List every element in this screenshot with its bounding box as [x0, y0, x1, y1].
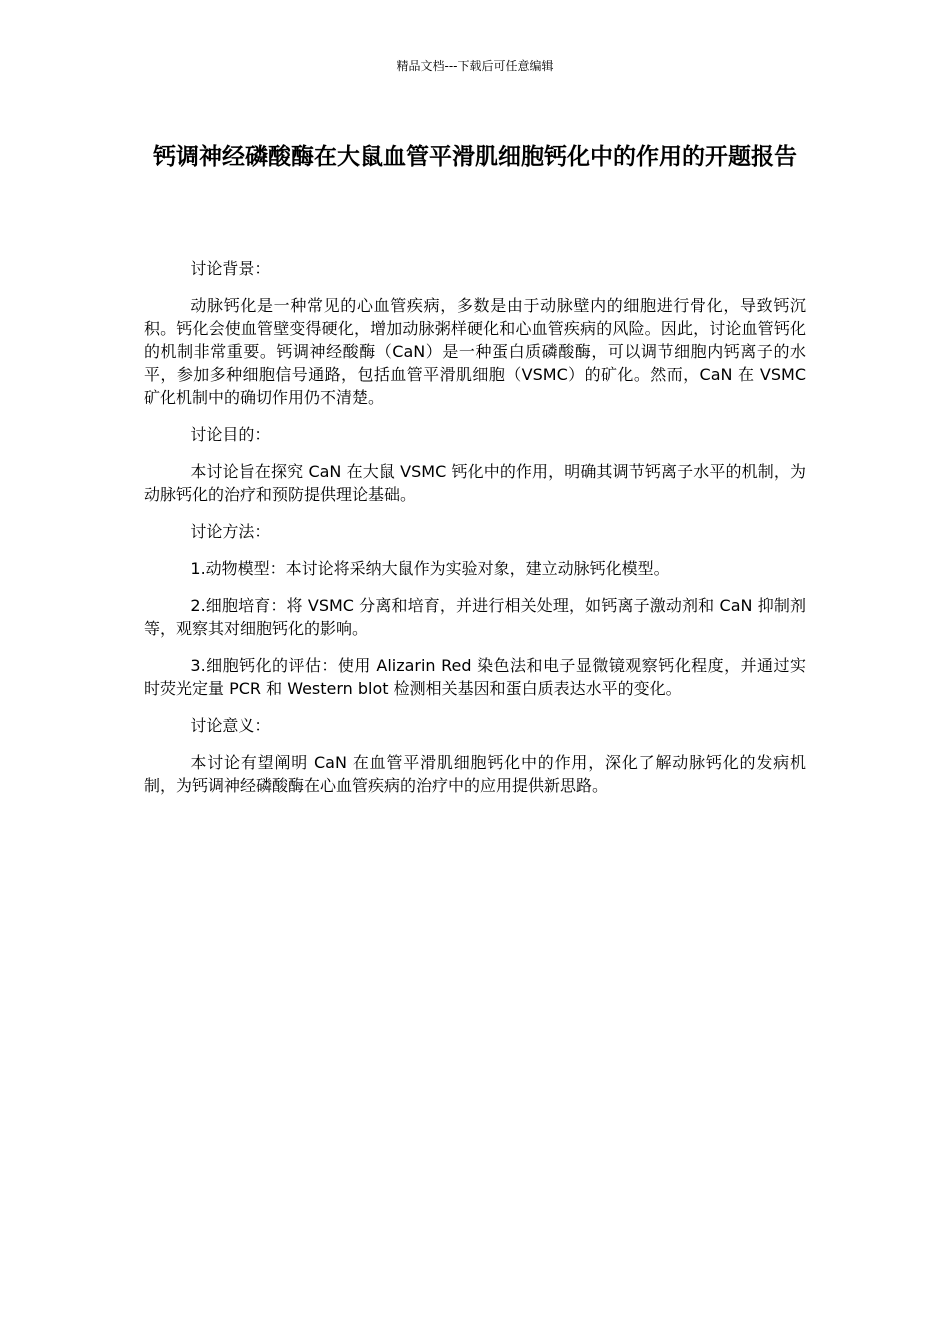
method-item-1: 1.动物模型：本讨论将采纳大鼠作为实验对象，建立动脉钙化模型。 — [190, 559, 670, 578]
method-item-2: 2.细胞培育：将 VSMC 分离和培育，并进行相关处理，如钙离子激动剂和 CaN 抑制剂等，观察其对细胞钙化的影响。 — [144, 596, 806, 638]
section-heading-significance: 讨论意义： — [190, 716, 271, 735]
paragraph-purpose: 本讨论旨在探究 CaN 在大鼠 VSMC 钙化中的作用，明确其调节钙离子水平的机制，为动脉钙化的治疗和预防提供理论基础。 — [144, 462, 806, 504]
section-heading-background: 讨论背景： — [190, 259, 271, 278]
section-heading-purpose: 讨论目的： — [190, 425, 271, 444]
section-heading-methods: 讨论方法： — [190, 522, 271, 541]
header-note: 精品文档---下载后可任意编辑 — [396, 59, 554, 73]
document-body — [144, 257, 806, 811]
paragraph-background: 动脉钙化是一种常见的心血管疾病，多数是由于动脉壁内的细胞进行骨化，导致钙沉积。钙化会使血管壁变得硬化，增加动脉粥样硬化和心血管疾病的风险。因此，讨论血管钙化的机制非常重要。钙调神经酸酶（CaN）是一种蛋白质磷酸酶，可以调节细胞内钙离子的水平，参加多种细胞信号通路，包括血管平滑肌细胞（VSMC）的矿化。然而，CaN 在 VSMC 矿化机制中的确切作用仍不清楚。 — [144, 296, 806, 407]
document-title: 钙调神经磷酸酶在大鼠血管平滑肌细胞钙化中的作用的开题报告 — [153, 144, 797, 170]
method-item-3: 3.细胞钙化的评估：使用 Alizarin Red 染色法和电子显微镜观察钙化程度，并通过实时荧光定量 PCR 和 Western blot 检测相关基因和蛋白质表达水平的变化。 — [144, 656, 806, 698]
paragraph-significance: 本讨论有望阐明 CaN 在血管平滑肌细胞钙化中的作用，深化了解动脉钙化的发病机制，为钙调神经磷酸酶在心血管疾病的治疗中的应用提供新思路。 — [144, 753, 806, 795]
